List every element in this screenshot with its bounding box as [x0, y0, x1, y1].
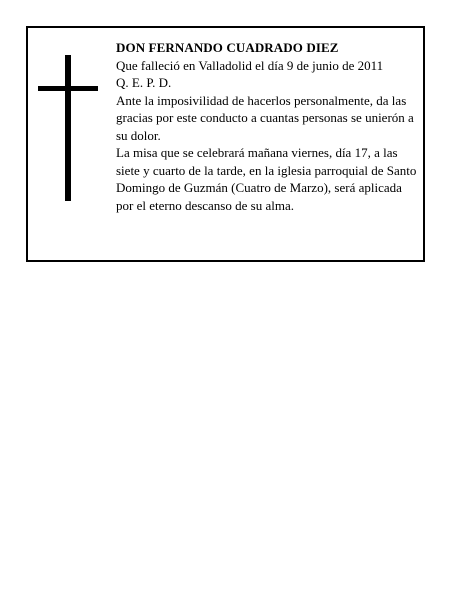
cross-icon: [38, 55, 98, 201]
cross-vertical-bar: [65, 55, 71, 201]
deceased-name: DON FERNANDO CUADRADO DIEZ: [116, 40, 339, 55]
obituary-notice: [26, 26, 425, 262]
cross-horizontal-bar: [38, 86, 98, 91]
notice-text: [116, 39, 422, 214]
rip-line: Q. E. P. D.: [116, 75, 172, 90]
death-line: Que falleció en Valladolid el día 9 de junio de 2011: [116, 57, 384, 73]
thanks-paragraph: Ante la imposivilidad de hacerlos personalmente, da las gracias por este conducto a cuantas personas se unierón a su dolor.: [116, 92, 414, 143]
mass-paragraph: La misa que se celebrará mañana viernes, día 17, a las siete y cuarto de la tarde, en la iglesia parroquial de Santo Domingo de Guzmán (Cuatro de Marzo), será aplicada por el eterno descanso de su alma.: [116, 145, 417, 213]
